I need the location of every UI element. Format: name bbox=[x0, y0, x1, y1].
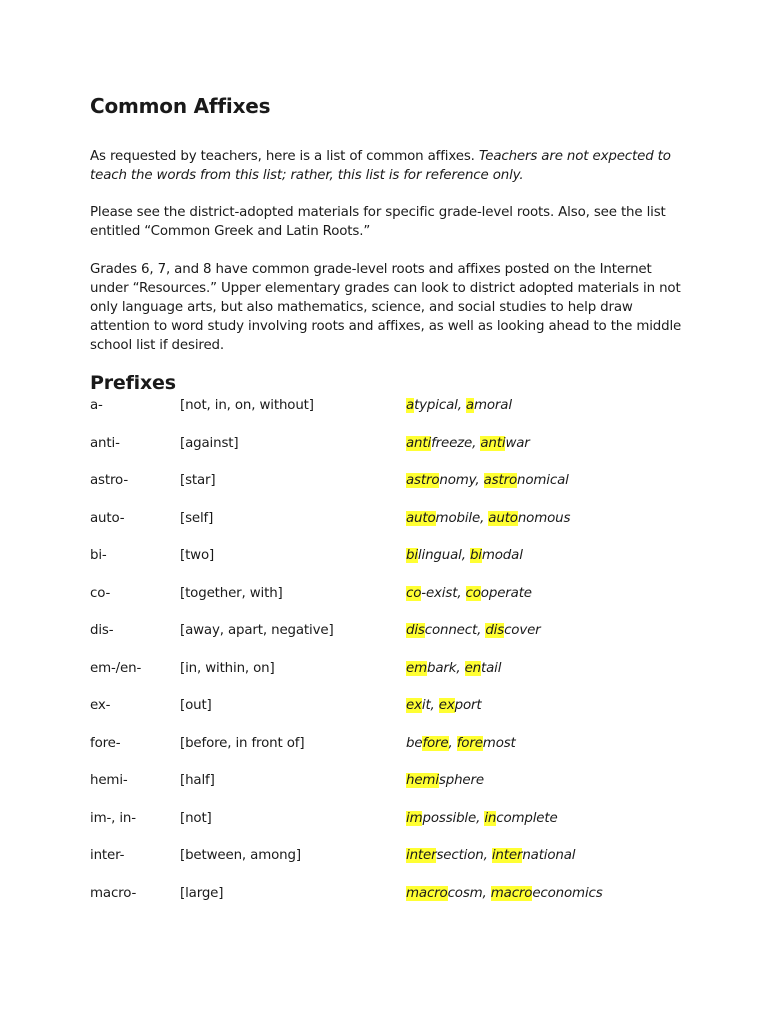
example-prefix-highlight: in bbox=[484, 810, 497, 826]
prefix-term: inter- bbox=[90, 848, 125, 863]
prefix-examples: before, foremost bbox=[406, 735, 516, 751]
example-word bbox=[406, 473, 475, 488]
prefix-term: im-, in- bbox=[90, 810, 136, 826]
example-word-rest: economics bbox=[532, 885, 603, 901]
example-word-rest: freeze bbox=[431, 435, 473, 451]
example-word-rest: cosm bbox=[447, 885, 483, 901]
example-word bbox=[406, 511, 480, 526]
example-word bbox=[439, 698, 482, 713]
prefix-row bbox=[90, 846, 730, 866]
prefix-row bbox=[90, 546, 730, 566]
example-prefix-highlight: ex bbox=[438, 698, 455, 713]
example-prefix-highlight: hemi bbox=[406, 773, 439, 788]
example-word-rest: mobile bbox=[435, 510, 481, 526]
example-prefix-highlight: im bbox=[406, 810, 423, 826]
prefix-row bbox=[90, 621, 730, 641]
example-word-rest: connect bbox=[424, 623, 478, 638]
prefix-term: bi- bbox=[90, 548, 107, 563]
example-prefix-highlight: anti bbox=[406, 435, 432, 451]
example-prefix-highlight: en bbox=[464, 660, 482, 676]
example-word-rest: tail bbox=[481, 660, 502, 676]
prefix-meaning: [half] bbox=[180, 773, 215, 788]
prefix-meaning: [not] bbox=[180, 810, 212, 826]
prefix-examples: disconnect, discover bbox=[406, 623, 541, 638]
prefix-examples: exit, export bbox=[406, 698, 482, 713]
prefix-term: macro- bbox=[90, 885, 137, 901]
example-word bbox=[406, 848, 484, 863]
example-prefix-highlight: dis bbox=[406, 623, 425, 638]
example-word-rest: typical bbox=[414, 398, 458, 413]
example-word bbox=[466, 398, 512, 413]
example-word bbox=[406, 886, 483, 901]
example-prefix-highlight: a bbox=[465, 398, 474, 413]
example-word bbox=[406, 698, 431, 713]
example-prefix-highlight: ex bbox=[406, 698, 422, 713]
prefix-meaning: [large] bbox=[180, 885, 224, 901]
prefix-row bbox=[90, 884, 730, 904]
intro-text: As requested by teachers, here is a list of common affixes. bbox=[90, 149, 479, 164]
example-word-rest: most bbox=[482, 735, 516, 751]
example-word bbox=[485, 623, 540, 638]
prefix-examples: automobile, autonomous bbox=[406, 510, 571, 526]
example-prefix-highlight: fore bbox=[422, 735, 449, 751]
example-prefix-highlight: fore bbox=[456, 735, 483, 751]
example-word-rest: section bbox=[436, 848, 484, 863]
example-prefix-highlight: astro bbox=[406, 473, 440, 488]
example-word bbox=[406, 736, 449, 751]
example-word bbox=[406, 773, 484, 788]
prefix-term: auto- bbox=[90, 510, 125, 526]
example-word-rest: it bbox=[421, 698, 431, 713]
prefix-meaning: [not, in, on, without] bbox=[180, 398, 314, 413]
example-prefix-highlight: em bbox=[406, 660, 427, 676]
example-word bbox=[406, 661, 456, 676]
example-word-rest: -exist bbox=[421, 585, 458, 601]
prefix-meaning: [before, in front of] bbox=[180, 735, 305, 751]
example-word-rest: operate bbox=[480, 585, 532, 601]
example-word-rest: cover bbox=[504, 623, 541, 638]
materials-paragraph: Please see the district-adopted materials for specific grade-level roots. Also, see the list entitled “Common Greek and Latin Roots.” bbox=[90, 205, 666, 239]
example-prefix-highlight: auto bbox=[406, 510, 436, 526]
example-word-rest: national bbox=[522, 848, 576, 863]
prefix-row bbox=[90, 471, 730, 491]
prefix-examples: antifreeze, antiwar bbox=[406, 435, 530, 451]
example-word-rest: nomical bbox=[517, 473, 569, 488]
example-prefix-highlight: inter bbox=[491, 848, 523, 863]
example-word bbox=[465, 661, 502, 676]
example-prefix-highlight: bi bbox=[406, 548, 418, 563]
example-word bbox=[480, 436, 529, 451]
prefix-examples: intersection, international bbox=[406, 848, 576, 863]
example-prefix-highlight: bi bbox=[469, 548, 482, 563]
prefix-row bbox=[90, 509, 730, 529]
example-word-rest: bark bbox=[426, 660, 457, 676]
prefix-term: ex- bbox=[90, 698, 111, 713]
intro-note: Teachers are not expected to teach the words from this list; rather, this list is for reference only. bbox=[90, 149, 671, 183]
prefix-examples bbox=[406, 771, 484, 791]
prefix-meaning: [two] bbox=[180, 548, 215, 563]
example-prefix-highlight: astro bbox=[483, 473, 518, 488]
example-word bbox=[488, 511, 570, 526]
example-prefix-highlight: co bbox=[406, 585, 422, 601]
prefix-term: em-/en- bbox=[90, 660, 142, 676]
prefix-term: fore- bbox=[90, 735, 121, 751]
grades-paragraph: Grades 6, 7, and 8 have common grade-level roots and affixes posted on the Internet under “Resources.” Upper elementary grades can look to district adopted materials in not only language arts, but also mathematics, science, and social studies to help draw attention to word study involving roots and affixes, as well as looking ahead to the middle school list if desired. bbox=[90, 262, 682, 353]
section-heading-prefixes: Prefixes bbox=[90, 372, 176, 394]
example-prefix-highlight: a bbox=[406, 398, 415, 413]
example-word-rest: nomous bbox=[517, 510, 571, 526]
prefix-meaning: [out] bbox=[180, 698, 212, 713]
prefix-examples: impossible, incomplete bbox=[406, 810, 558, 826]
example-word bbox=[406, 586, 457, 601]
example-prefix-highlight: inter bbox=[406, 848, 437, 863]
example-word bbox=[484, 811, 557, 826]
example-word bbox=[470, 548, 523, 563]
prefix-term: hemi- bbox=[90, 773, 128, 788]
page-title: Common Affixes bbox=[90, 94, 271, 118]
prefix-examples: atypical, amoral bbox=[406, 398, 512, 413]
prefix-row bbox=[90, 396, 730, 416]
prefix-meaning: [between, among] bbox=[180, 848, 301, 863]
example-prefix-highlight: anti bbox=[480, 435, 506, 451]
intro-paragraph bbox=[90, 147, 690, 185]
example-word-rest: complete bbox=[496, 810, 558, 826]
prefix-meaning: [together, with] bbox=[180, 585, 283, 601]
example-word-rest: port bbox=[454, 698, 482, 713]
prefix-meaning: [self] bbox=[180, 510, 214, 526]
prefix-meaning: [against] bbox=[180, 435, 239, 451]
prefix-term: astro- bbox=[90, 473, 129, 488]
example-word bbox=[406, 548, 462, 563]
example-word-rest: lingual bbox=[417, 548, 462, 563]
example-word bbox=[457, 736, 516, 751]
example-word bbox=[492, 848, 576, 863]
example-word bbox=[406, 398, 458, 413]
prefix-meaning: [in, within, on] bbox=[180, 660, 275, 676]
example-word-rest: war bbox=[505, 435, 530, 451]
example-word bbox=[491, 886, 603, 901]
example-prefix-highlight: auto bbox=[488, 510, 518, 526]
prefix-term: dis- bbox=[90, 623, 114, 638]
prefix-examples: macrocosm, macroeconomics bbox=[406, 885, 603, 901]
prefix-row bbox=[90, 584, 730, 604]
example-word-rest: moral bbox=[473, 398, 512, 413]
example-word-lead: be bbox=[406, 735, 423, 751]
example-word bbox=[484, 473, 569, 488]
prefix-examples: bilingual, bimodal bbox=[406, 548, 523, 563]
prefix-term: anti- bbox=[90, 435, 120, 451]
example-word-rest: possible bbox=[422, 810, 477, 826]
prefix-examples: co-exist, cooperate bbox=[406, 585, 532, 601]
prefix-row bbox=[90, 659, 730, 679]
example-prefix-highlight: macro bbox=[490, 885, 533, 901]
example-prefix-highlight: macro bbox=[406, 885, 448, 901]
prefix-row bbox=[90, 734, 730, 754]
example-word bbox=[406, 811, 476, 826]
example-word bbox=[406, 623, 477, 638]
example-prefix-highlight: dis bbox=[485, 623, 505, 638]
prefix-meaning: [star] bbox=[180, 473, 216, 488]
prefix-row bbox=[90, 771, 730, 791]
example-word-rest: sphere bbox=[438, 773, 484, 788]
prefix-meaning: [away, apart, negative] bbox=[180, 623, 334, 638]
example-word-rest: nomy bbox=[439, 473, 476, 488]
example-word bbox=[466, 586, 532, 601]
example-word bbox=[406, 436, 472, 451]
prefix-row bbox=[90, 696, 730, 716]
example-word-rest: modal bbox=[481, 548, 523, 563]
prefix-row bbox=[90, 809, 730, 829]
prefix-examples: embark, entail bbox=[406, 660, 502, 676]
prefix-row bbox=[90, 434, 730, 454]
prefix-term: a- bbox=[90, 398, 103, 413]
prefix-term: co- bbox=[90, 585, 111, 601]
example-prefix-highlight: co bbox=[465, 585, 481, 601]
prefix-examples: astronomy, astronomical bbox=[406, 473, 569, 488]
